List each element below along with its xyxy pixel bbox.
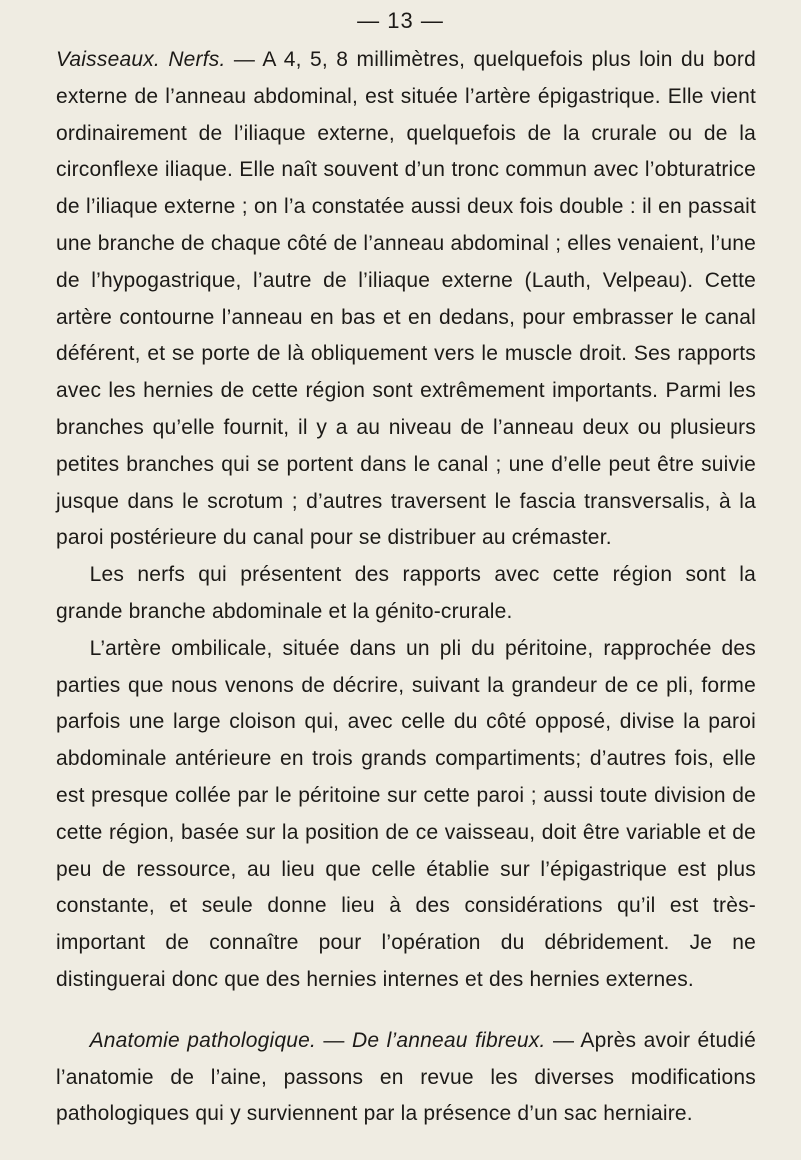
section-heading-anatomie-pathologique: Anatomie pathologique. (89, 1028, 317, 1052)
paragraph-artere-ombilicale: L’artère ombilicale, située dans un pli du péritoine, rapprochée des parties que nous venons de décrire, suivant la grandeur de ce pli, forme parfois une large cloison qui, avec celle du côté opposé, divise la paroi abdominale antérieure en trois grands compartiments; d’autres fois, elle est presque collée par le péritoine sur cette paroi ; aussi toute division de cette région, basée sur la position de ce vaisseau, doit être variable et de peu de ressource, au lieu que celle établie sur l’épigastrique est plus constante, et seule donne lieu à des considérations qu’il est très-important de connaître pour l’opération du débridement. Je ne distinguerai donc que des hernies internes et des hernies externes. (56, 636, 756, 991)
paragraph-vaisseaux-nerfs (56, 42, 756, 557)
paragraph-anatomie-pathologique (56, 1023, 756, 1133)
subsection-heading-anneau-fibreux: De l’anneau fibreux. (352, 1028, 546, 1052)
page-number: — 13 — (357, 8, 444, 33)
paragraph-nerfs: Les nerfs qui présentent des rapports avec cette région sont la grande branche abdominale et la génito-crurale. (56, 563, 756, 623)
body-text (56, 42, 756, 1133)
paragraph-text: — A 4, 5, 8 millimètres, quelquefois plus loin du bord externe de l’anneau abdominal, est située l’artère épigastrique. Elle vient ordinairement de l’iliaque externe, quelquefois de la crurale ou de la circonflexe iliaque. Elle naît souvent d’un tronc commun avec l’obturatrice de l’iliaque externe ; on l’a constatée aussi deux fois double : il en passait une branche de chaque côté de l’anneau abdominal ; elles venaient, l’une de l’hypogastrique, l’autre de l’iliaque externe (Lauth, Velpeau). Cette artère contourne l’anneau en bas et en dedans, pour embrasser le canal déférent, et se porte de là obliquement vers le muscle droit. Ses rapports avec les hernies de cette région sont extrêmement importants. Parmi les branches qu’elle fournit, il y a au niveau de l’anneau deux ou plusieurs petites branches qui se portent dans le canal ; une d’elle peut être suivie jusque dans le scrotum ; d’autres traversent le fascia transversalis, à la paroi postérieure du canal pour se distribuer au crémaster. (56, 48, 756, 550)
heading-dash: — (316, 1028, 353, 1052)
section-heading-vaisseaux-nerfs: Vaisseaux. Nerfs. (56, 48, 226, 71)
paragraph-text: — Après avoir étudié l’anatomie de l’aine, passons en revue les diverses modifications pathologiques qui y surviennent par la présence d’un sac herniaire. (56, 1028, 756, 1126)
